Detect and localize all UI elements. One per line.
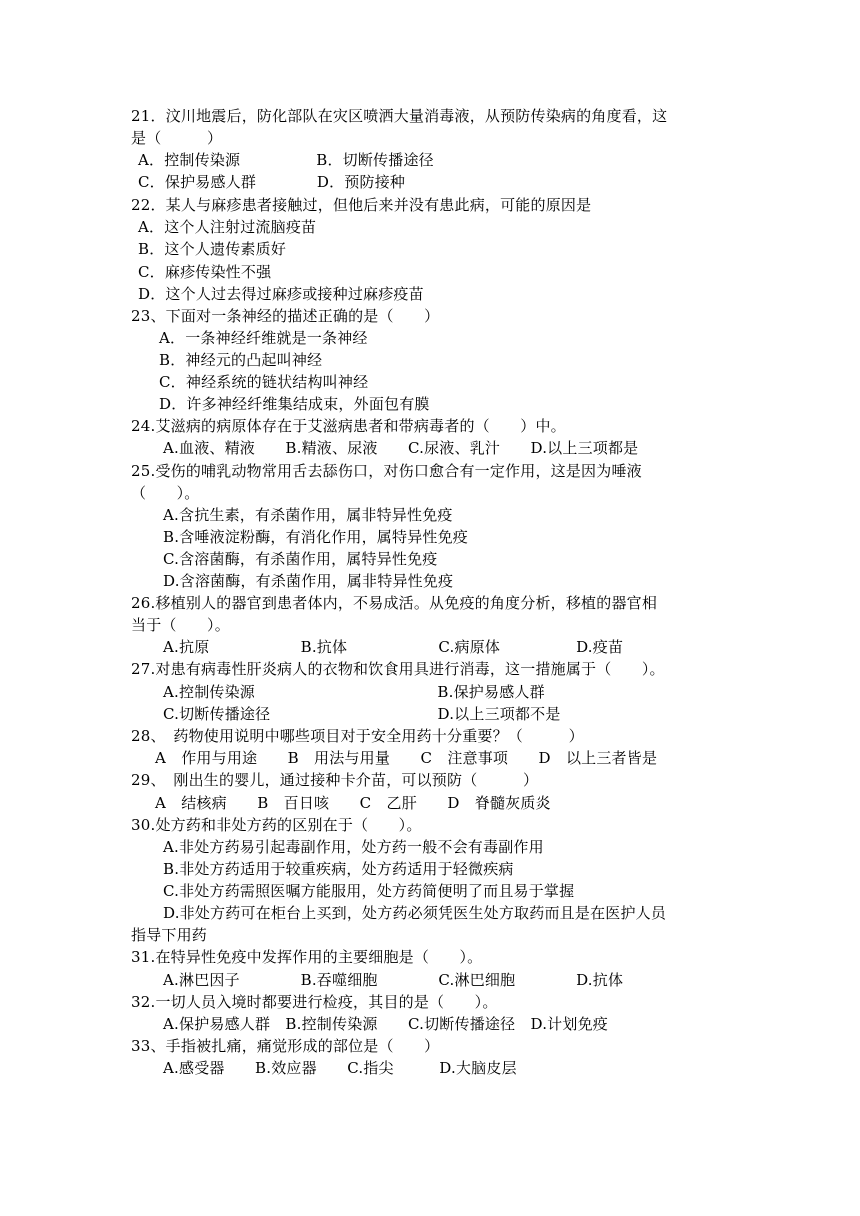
- question-25-option-b: B.含唾液淀粉酶，有消化作用，属特异性免疫: [163, 528, 468, 546]
- question-22-stem: 22．某人与麻疹患者接触过，但他后来并没有患此病，可能的原因是: [131, 196, 592, 214]
- question-31-stem: 31.在特异性免疫中发挥作用的主要细胞是（ ）。: [131, 948, 483, 966]
- question-28-options: A 作用与用途 B 用法与用量 C 注意事项 D 以上三者皆是: [155, 749, 658, 767]
- question-24-options: A.血液、精液 B.精液、尿液 C.尿液、乳汁 D.以上三项都是: [163, 439, 639, 457]
- question-31-options: A.淋巴因子 B.吞噬细胞 C.淋巴细胞 D.抗体: [163, 971, 624, 989]
- question-21-options-cd: C．保护易感人群 D．预防接种: [138, 173, 406, 191]
- question-32-stem: 32.一切人员入境时都要进行检疫，其目的是（ ）。: [131, 993, 498, 1011]
- question-24-stem: 24.艾滋病的病原体存在于艾滋病患者和带病毒者的（ ）中。: [131, 417, 566, 435]
- question-26-stem-cont: 当于（ ）。: [131, 616, 230, 634]
- question-27-options-ab: A.控制传染源 B.保护易感人群: [163, 683, 545, 701]
- question-23-option-c: C．神经系统的链状结构叫神经: [159, 373, 369, 391]
- question-22-option-c: C．麻疹传染性不强: [138, 263, 272, 281]
- question-30-option-d: D.非处方药可在柜台上买到，处方药必须凭医生处方取药而且是在医护人员: [163, 904, 667, 922]
- question-30-stem: 30.处方药和非处方药的区别在于（ ）。: [131, 816, 422, 834]
- question-22-option-b: B．这个人遗传素质好: [138, 240, 287, 258]
- question-25-stem: 25.受伤的哺乳动物常用舌去舔伤口，对伤口愈合有一定作用，这是因为唾液: [131, 462, 642, 480]
- question-33-stem: 33、手指被扎痛，痛觉形成的部位是（ ）: [131, 1037, 440, 1055]
- question-30-option-a: A.非处方药易引起毒副作用，处方药一般不会有毒副作用: [163, 838, 544, 856]
- question-25-option-c: C.含溶菌酶，有杀菌作用，属特异性免疫: [163, 550, 438, 568]
- question-29-options: A 结核病 B 百日咳 C 乙肝 D 脊髓灰质炎: [155, 794, 551, 812]
- question-30-option-d-cont: 指导下用药: [131, 926, 208, 944]
- question-21-stem: 21．汶川地震后，防化部队在灾区喷洒大量消毒液，从预防传染病的角度看，这: [131, 107, 668, 125]
- question-32-options: A.保护易感人群 B.控制传染源 C.切断传播途径 D.计划免疫: [163, 1015, 608, 1033]
- question-23-stem: 23、下面对一条神经的描述正确的是（ ）: [131, 307, 440, 325]
- question-23-option-b: B．神经元的凸起叫神经: [159, 351, 323, 369]
- question-29-stem: 29、 刚出生的婴儿，通过接种卡介苗，可以预防（ ）: [131, 771, 539, 789]
- question-27-options-cd: C.切断传播途径 D.以上三项都不是: [163, 705, 561, 723]
- question-23-option-a: A．一条神经纤维就是一条神经: [159, 329, 368, 347]
- question-21-options-ab: A．控制传染源 B．切断传播途径: [138, 151, 434, 169]
- question-30-option-c: C.非处方药需照医嘱方能服用，处方药简便明了而且易于掌握: [163, 882, 575, 900]
- question-27-stem: 27.对患有病毒性肝炎病人的衣物和饮食用具进行消毒，这一措施属于（ ）。: [131, 660, 665, 678]
- question-23-option-d: D．许多神经纤维集结成束，外面包有膜: [159, 395, 430, 413]
- question-26-options: A.抗原 B.抗体 C.病原体 D.疫苗: [163, 638, 624, 656]
- question-22-option-a: A．这个人注射过流脑疫苗: [138, 218, 317, 236]
- question-25-option-a: A.含抗生素，有杀菌作用，属非特异性免疫: [163, 506, 453, 524]
- question-26-stem: 26.移植别人的器官到患者体内，不易成活。从免疫的角度分析，移植的器官相: [131, 594, 658, 612]
- question-33-options: A.感受器 B.效应器 C.指尖 D.大脑皮层: [163, 1059, 517, 1077]
- question-30-option-b: B.非处方药适用于较重疾病，处方药适用于轻微疾病: [163, 860, 514, 878]
- question-22-option-d: D．这个人过去得过麻疹或接种过麻疹疫苗: [138, 285, 424, 303]
- question-25-stem-cont: （ ）。: [131, 484, 200, 502]
- question-25-option-d: D.含溶菌酶，有杀菌作用，属非特异性免疫: [163, 572, 454, 590]
- question-21-stem-cont: 是（ ）: [131, 129, 223, 147]
- question-28-stem: 28、 药物使用说明中哪些项目对于安全用药十分重要？（ ）: [131, 727, 584, 745]
